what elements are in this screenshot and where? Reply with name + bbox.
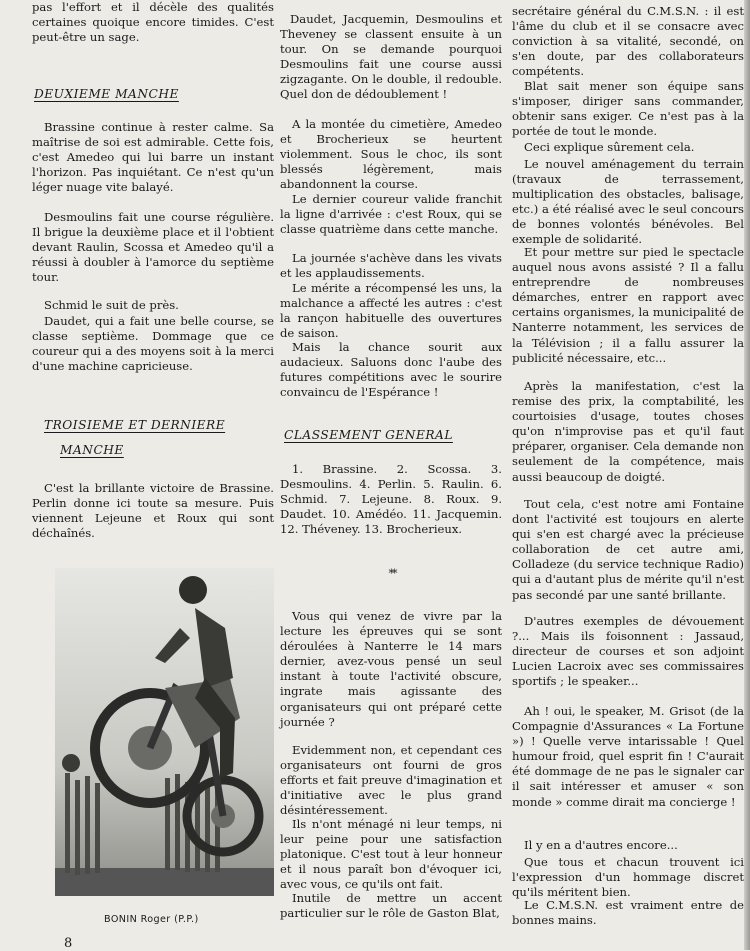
motorcycle-rider-image xyxy=(55,568,274,896)
paragraph: D'autres exemples de dévouement ?... Mais ils foisonnent : Jassaud, directeur de courses et son adjoint Lucien Lacroix avec ses commissaires sportifs ; le speaker... xyxy=(512,614,744,689)
paragraph: Desmoulins fait une course régulière. Il brigue la deuxième place et il l'obtient devant Raulin, Scossa et Amedeo qu'il a réussi à doubler à l'amorce du septième tour. xyxy=(32,210,274,285)
paragraph: Inutile de mettre un accent particulier sur le rôle de Gaston Blat, xyxy=(280,891,502,921)
paragraph: Le mérite a récompensé les uns, la malchance a affecté les autres : c'est la rançon habituelle des ouvertures de saison. xyxy=(280,281,502,341)
paragraph: Que tous et chacun trouvent ici l'expression d'un hommage discret qu'ils méritent bien. xyxy=(512,855,744,900)
paragraph: secrétaire général du C.M.S.N. : il est l'âme du club et il se consacre avec conviction à sa vitalité, secondé, on s'en doute, par des collaborateurs compétents. xyxy=(512,4,744,79)
paragraph: Après la manifestation, c'est la remise des prix, la comptabilité, les courtoisies d'usage, toutes choses qu'on n'improvise pas et qu'il faut préparer, organiser. Cela demande non seulement de la compétence, mais aussi beaucoup de doigté. xyxy=(512,379,744,484)
paragraph: Il y en a d'autres encore... xyxy=(524,838,678,852)
page-number: 8 xyxy=(64,936,73,951)
paragraph: Blat sait mener son équipe sans s'imposer, diriger sans commander, obtenir sans exiger. Ce n'est pas à la portée de tout le monde. xyxy=(512,79,744,139)
paragraph: Le C.M.S.N. est vraiment entre de bonnes mains. xyxy=(512,898,744,928)
paragraph: Ah ! oui, le speaker, M. Grisot (de la Compagnie d'Assurances « La Fortune ») ! Quelle verve intarissable ! Quel humour froid, quel esprit fin ! C'aurait été dommage de ne pas le signaler car il sait intéresser et amuser « son monde » comme dirait ma concierge ! xyxy=(512,704,744,809)
paragraph: Et pour mettre sur pied le spectacle auquel nous avons assisté ? Il a fallu entreprendre de nombreuses démarches, entrer en rapport avec certains organismes, la municipalité de Nanterre notamment, les services de la Télévision ; il a fallu assurer la publicité nécessaire, etc... xyxy=(512,245,744,365)
ranking-list: 1. Brassine. 2. Scossa. 3. Desmoulins. 4. Perlin. 5. Raulin. 6. Schmid. 7. Lejeune. 8. Roux. 9. Daudet. 10. Amédéo. 11. Jacquemin. 12. Théveney. 13. Brocherieux. xyxy=(280,462,502,537)
paragraph: Ceci explique sûrement cela. xyxy=(524,140,695,154)
heading-troisieme-manche: TROISIEME ET DERNIERE xyxy=(44,418,226,432)
paragraph: Ils n'ont ménagé ni leur temps, ni leur peine pour une satisfaction platonique. C'est tout à leur honneur et il nous paraît bon d'évoquer ici, avec vous, ce qu'ils ont fait. xyxy=(280,817,502,892)
page-spine-shadow xyxy=(744,0,750,950)
paragraph: Vous qui venez de vivre par la lecture les épreuves qui se sont déroulées à Nanterre le 14 mars dernier, avez-vous pensé un seul instant à toute l'activité obscure, ingrate mais agissante des organisateurs qui ont préparé cette journée ? xyxy=(280,609,502,729)
paragraph: Brassine continue à rester calme. Sa maîtrise de soi est admirable. Cette fois, c'est Amedeo qui lui barre un instant l'horizon. Pas inquiétant. Ce n'est qu'un léger nuage vite balayé. xyxy=(32,120,274,195)
section-separator: ** xyxy=(388,567,396,580)
heading-manche: MANCHE xyxy=(60,443,124,457)
paragraph: Le nouvel aménagement du terrain (travaux de terrassement, multiplication des obstacles, balisage, etc.) a été réalisé avec le seul concours de bonnes volontés bénévoles. Bel exemple de solidarité. xyxy=(512,157,744,247)
paragraph: Mais la chance sourit aux audacieux. Saluons donc l'aube des futures compétitions avec le sourire convaincu de l'Espérance ! xyxy=(280,340,502,400)
motocross-photo xyxy=(55,568,274,896)
paragraph: Tout cela, c'est notre ami Fontaine dont l'activité est toujours en alerte qui s'en est chargé avec la précieuse collaboration de cet autre ami, Colladeze (du service technique Radio) qui a d'autant plus de mérite qu'il n'est pas secondé par une santé brillante. xyxy=(512,497,744,602)
paragraph: Daudet, Jacquemin, Desmoulins et Theveney se classent ensuite à un tour. On se demande pourquoi Desmoulins fait une course aussi zigzagante. On le double, il redouble. Quel don de dédoublement ! xyxy=(280,12,502,102)
heading-deuxieme-manche: DEUXIEME MANCHE xyxy=(34,87,179,101)
paragraph: Schmid le suit de près. xyxy=(44,298,179,312)
heading-classement-general: CLASSEMENT GENERAL xyxy=(284,428,453,442)
photo-caption: BONIN Roger (P.P.) xyxy=(104,914,199,925)
paragraph: Daudet, qui a fait une belle course, se classe septième. Dommage que ce coureur qui a des moyens soit à la merci d'une machine capricieuse. xyxy=(32,314,274,374)
paragraph: pas l'effort et il décèle des qualités certaines quoique encore timides. C'est peut-être un sage. xyxy=(32,0,274,45)
paragraph: Le dernier coureur valide franchit la ligne d'arrivée : c'est Roux, qui se classe quatrième dans cette manche. xyxy=(280,192,502,237)
paragraph: A la montée du cimetière, Amedeo et Brocherieux se heurtent violemment. Sous le choc, ils sont blessés légèrement, mais abandonnent la course. xyxy=(280,117,502,192)
paragraph: Evidemment non, et cependant ces organisateurs ont fourni de gros efforts et fait preuve d'imagination et d'initiative avec le plus grand désintéressement. xyxy=(280,743,502,818)
paragraph: C'est la brillante victoire de Brassine. Perlin donne ici toute sa mesure. Puis viennent Lejeune et Roux qui sont déchaînés. xyxy=(32,481,274,541)
paragraph: La journée s'achève dans les vivats et les applaudissements. xyxy=(280,251,502,281)
